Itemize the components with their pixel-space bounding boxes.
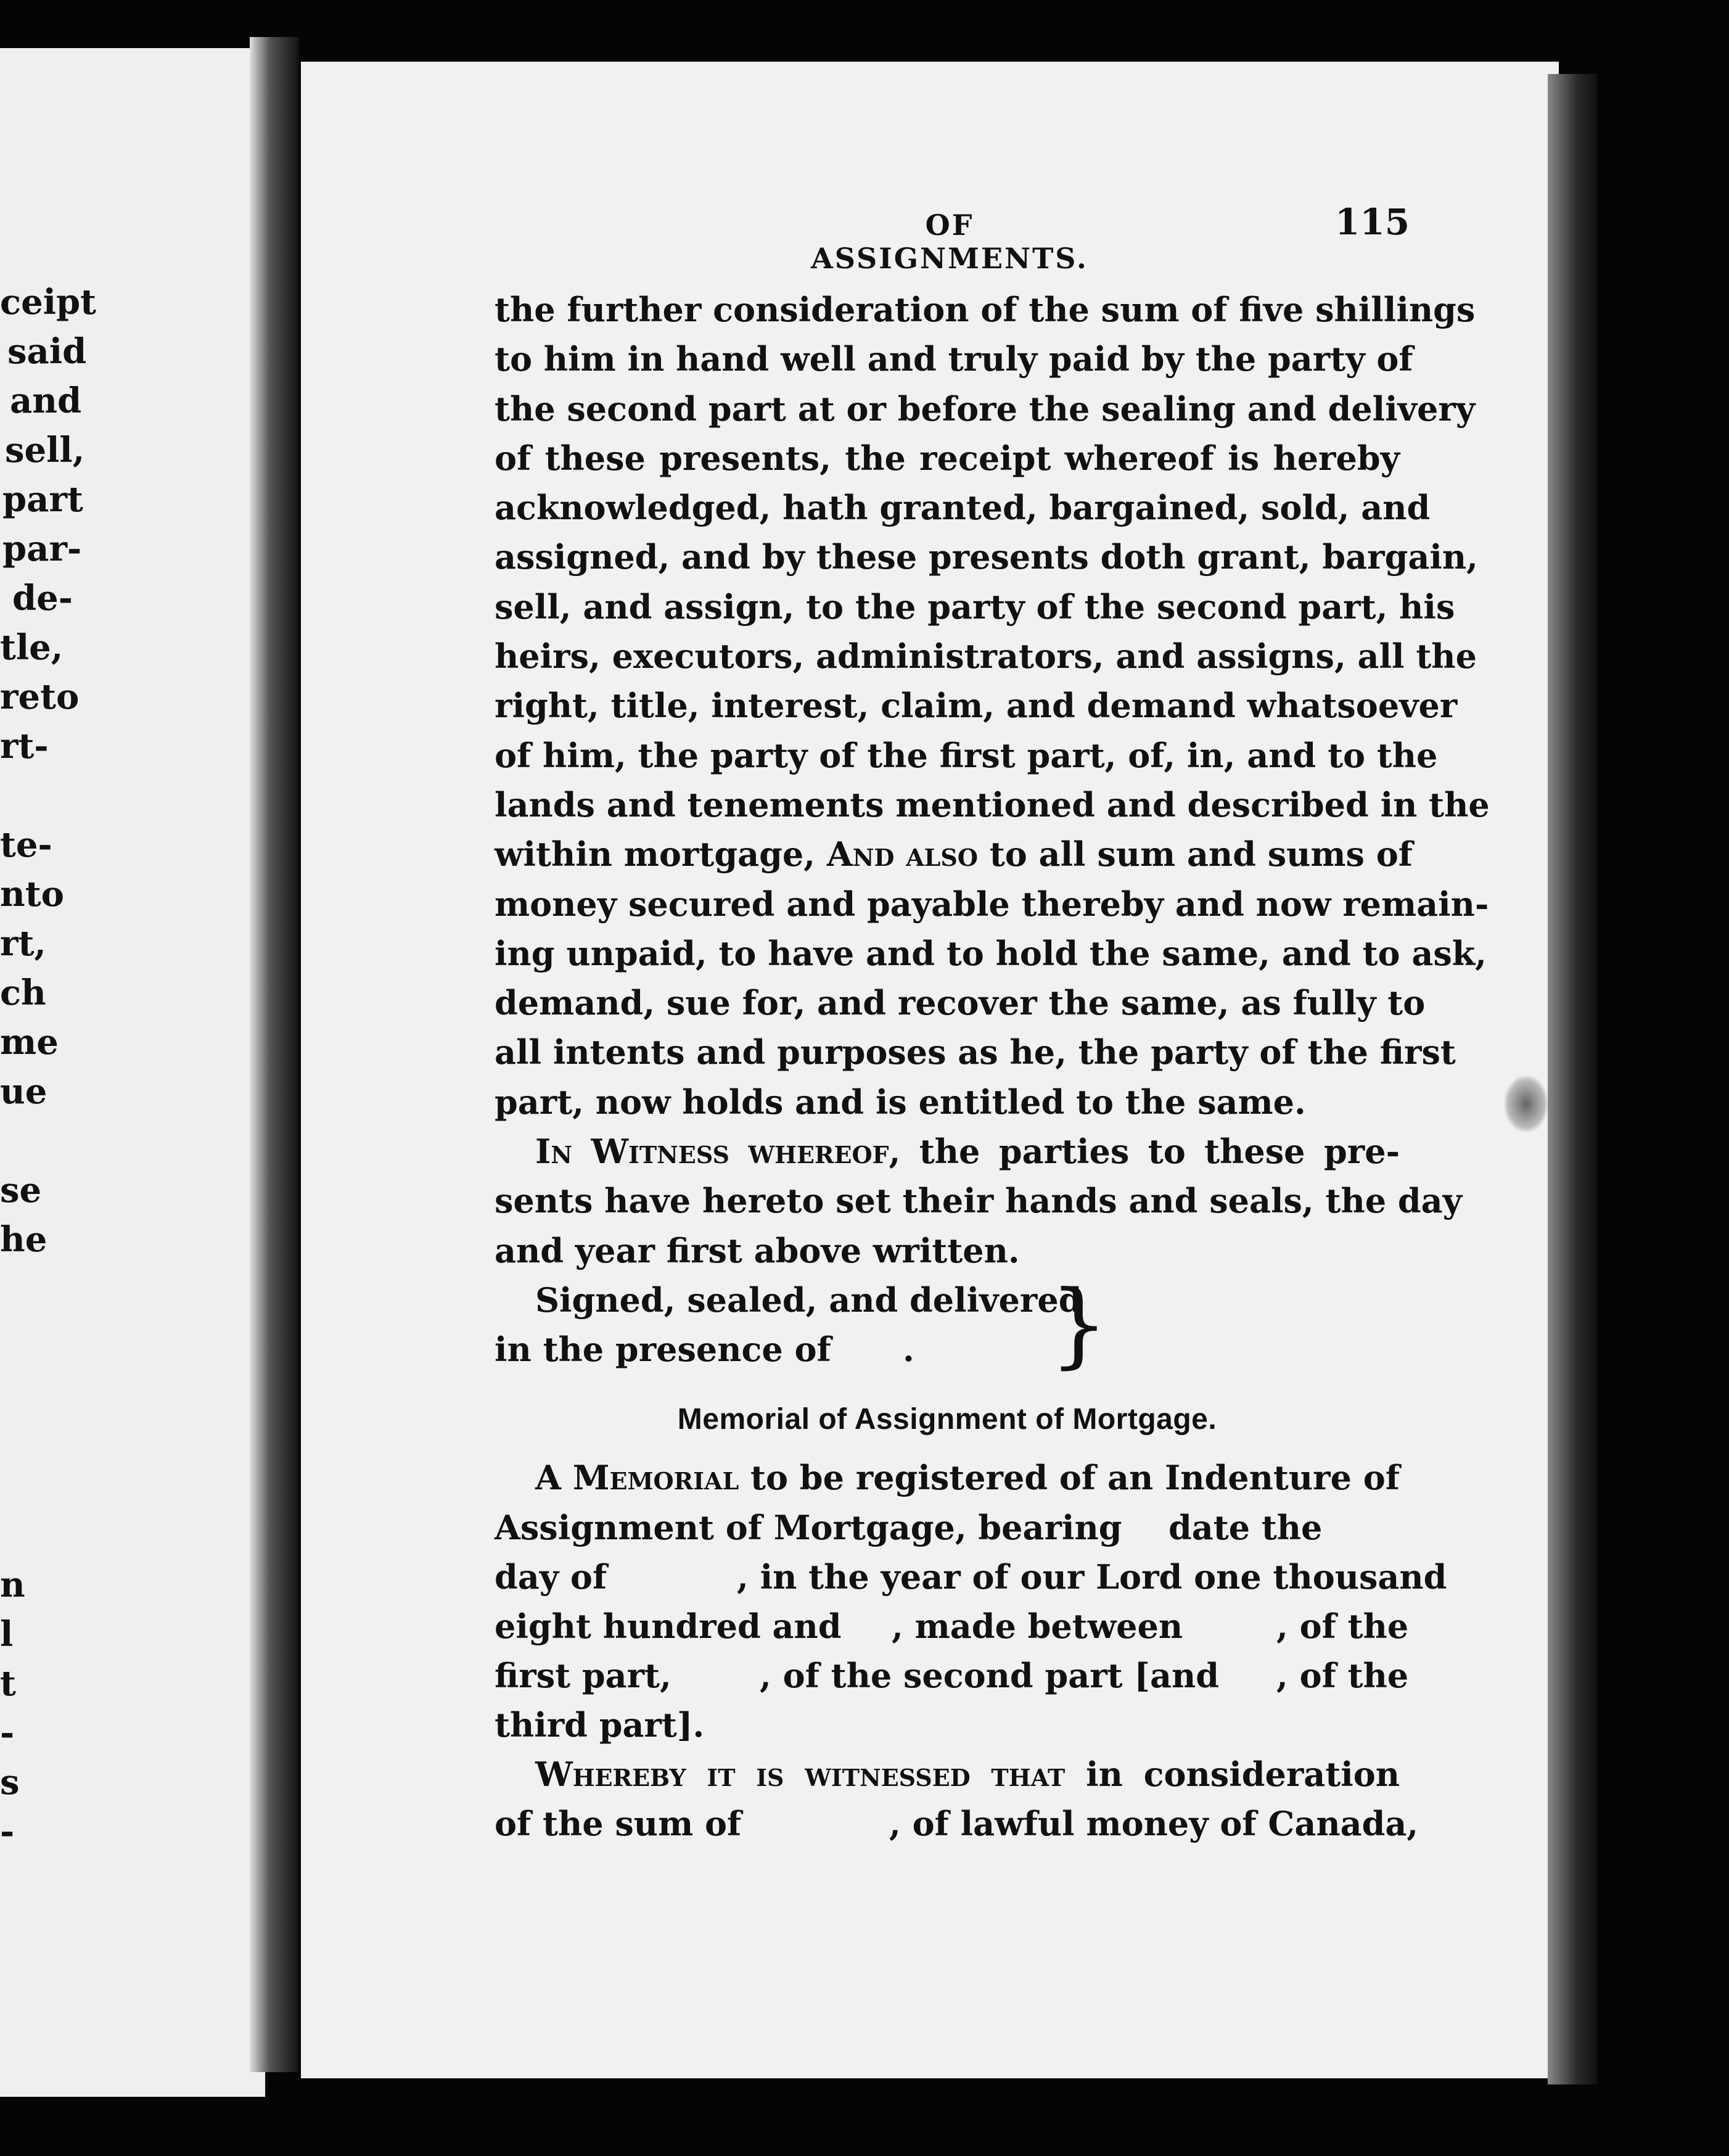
left-fragment: s bbox=[0, 1762, 20, 1803]
book-gutter bbox=[250, 37, 299, 2072]
memorial-line: third part]. bbox=[495, 1705, 705, 1745]
text-line: the second part at or before the sealing and delivery bbox=[495, 389, 1476, 429]
left-fragment: he bbox=[0, 1219, 47, 1260]
left-fragment: par- bbox=[2, 529, 82, 569]
left-fragment: ceipt bbox=[0, 282, 97, 323]
text-fragment: to be registered of an Indenture of bbox=[750, 1458, 1400, 1498]
text-fragment: date the bbox=[1168, 1507, 1323, 1547]
small-caps-phrase: In Witness whereof, bbox=[535, 1132, 901, 1172]
left-fragment: said bbox=[7, 331, 87, 372]
text-fragment: within mortgage, bbox=[495, 834, 815, 874]
text-line: and year first above written. bbox=[495, 1230, 1020, 1270]
small-caps-word: Memorial bbox=[572, 1458, 739, 1498]
left-fragment: tle, bbox=[0, 627, 64, 668]
left-fragment: reto bbox=[0, 677, 80, 717]
memorial-line bbox=[495, 1799, 1419, 1848]
memorial-line bbox=[495, 1552, 1447, 1602]
smudge-mark bbox=[1505, 1076, 1548, 1132]
left-fragment: t bbox=[0, 1663, 16, 1704]
memorial-line bbox=[495, 1651, 1409, 1700]
text-line: assigned, and by these presents doth grant, bargain, bbox=[495, 537, 1478, 577]
memorial-line bbox=[495, 1503, 1400, 1552]
page-edge-shadow bbox=[1548, 74, 1597, 2084]
memorial-line bbox=[495, 1602, 1409, 1651]
text-line: demand, sue for, and recover the same, as fully to bbox=[495, 983, 1426, 1023]
text-fragment: , of lawful money of Canada, bbox=[889, 1804, 1419, 1844]
text-line: to him in hand well and truly paid by the party of bbox=[495, 339, 1413, 379]
signature-line: in the presence of bbox=[495, 1329, 831, 1369]
running-head: OF ASSIGNMENTS. bbox=[811, 208, 1088, 275]
text-line: sell, and assign, to the party of the second part, his bbox=[495, 586, 1455, 627]
page-number: 115 bbox=[1335, 201, 1410, 243]
left-fragment: de- bbox=[12, 578, 73, 619]
text-line: ing unpaid, to have and to hold the same, and to ask, bbox=[495, 933, 1487, 973]
text-fragment: of the sum of bbox=[495, 1804, 742, 1844]
left-fragment: te- bbox=[0, 825, 52, 865]
text-fragment: in consideration bbox=[1086, 1754, 1400, 1794]
text-fragment: , made between bbox=[892, 1606, 1183, 1646]
text-line: of these presents, the receipt whereof is hereby bbox=[495, 438, 1400, 478]
text-fragment: to all sum and sums of bbox=[989, 834, 1413, 874]
witness-line bbox=[495, 1127, 1400, 1176]
left-fragment: - bbox=[0, 1811, 15, 1852]
text-line: the further consideration of the sum of five shillings bbox=[495, 290, 1476, 329]
left-fragment: l bbox=[0, 1614, 14, 1655]
left-fragment: ch bbox=[0, 973, 46, 1013]
page-body bbox=[495, 285, 1490, 1848]
text-line: part, now holds and is entitled to the same. bbox=[495, 1082, 1306, 1122]
text-line: right, title, interest, claim, and demand whatsoever bbox=[495, 686, 1458, 726]
text-line: lands and tenements mentioned and described in the bbox=[495, 784, 1490, 825]
text-line: sents have hereto set their hands and seals, the day bbox=[495, 1181, 1462, 1221]
left-fragment: se bbox=[0, 1170, 42, 1211]
text-fragment: , of the bbox=[1276, 1655, 1409, 1695]
brace-glyph: } bbox=[1049, 1270, 1109, 1378]
memorial-line bbox=[495, 1453, 1400, 1502]
small-caps-phrase: Whereby it is witnessed that bbox=[535, 1754, 1066, 1794]
left-fragment: part bbox=[2, 479, 83, 520]
text-line: heirs, executors, administrators, and assigns, all the bbox=[495, 636, 1477, 677]
text-line: all intents and purposes as he, the party of the first bbox=[495, 1032, 1456, 1072]
left-fragment: me bbox=[0, 1022, 59, 1063]
left-fragment: nto bbox=[0, 874, 64, 915]
left-fragment: n bbox=[0, 1565, 25, 1605]
text-line bbox=[495, 829, 1413, 879]
small-caps-phrase: And also bbox=[826, 834, 978, 874]
text-fragment: day of bbox=[495, 1557, 607, 1597]
left-fragment: - bbox=[0, 1713, 15, 1753]
text-line: money secured and payable thereby and now remain- bbox=[495, 884, 1489, 924]
text-fragment: eight hundred and bbox=[495, 1606, 842, 1646]
left-fragment: sell, bbox=[5, 430, 85, 471]
left-fragment: rt, bbox=[0, 923, 46, 964]
text-fragment: A bbox=[535, 1458, 561, 1498]
section-heading: Memorial of Assignment of Mortgage. bbox=[677, 1402, 1217, 1436]
signature-dot: . bbox=[903, 1329, 914, 1369]
left-fragment: ue bbox=[0, 1071, 47, 1112]
text-fragment: the parties to these pre- bbox=[919, 1132, 1400, 1172]
text-fragment: , of the second part [and bbox=[760, 1655, 1219, 1695]
text-line: of him, the party of the first part, of, in, and to the bbox=[495, 735, 1438, 775]
text-fragment: , in the year of our Lord one thousand bbox=[737, 1557, 1447, 1597]
signature-block bbox=[495, 1270, 1400, 1378]
left-fragment: and bbox=[10, 381, 82, 421]
left-fragment: rt- bbox=[0, 726, 49, 767]
text-fragment: Assignment of Mortgage, bearing bbox=[495, 1507, 1122, 1547]
signature-line: Signed, sealed, and delivered bbox=[535, 1280, 1082, 1320]
text-line: acknowledged, hath granted, bargained, sold, and bbox=[495, 488, 1431, 528]
text-fragment: first part, bbox=[495, 1655, 671, 1695]
memorial-line bbox=[495, 1750, 1400, 1799]
text-fragment: , of the bbox=[1276, 1606, 1409, 1646]
